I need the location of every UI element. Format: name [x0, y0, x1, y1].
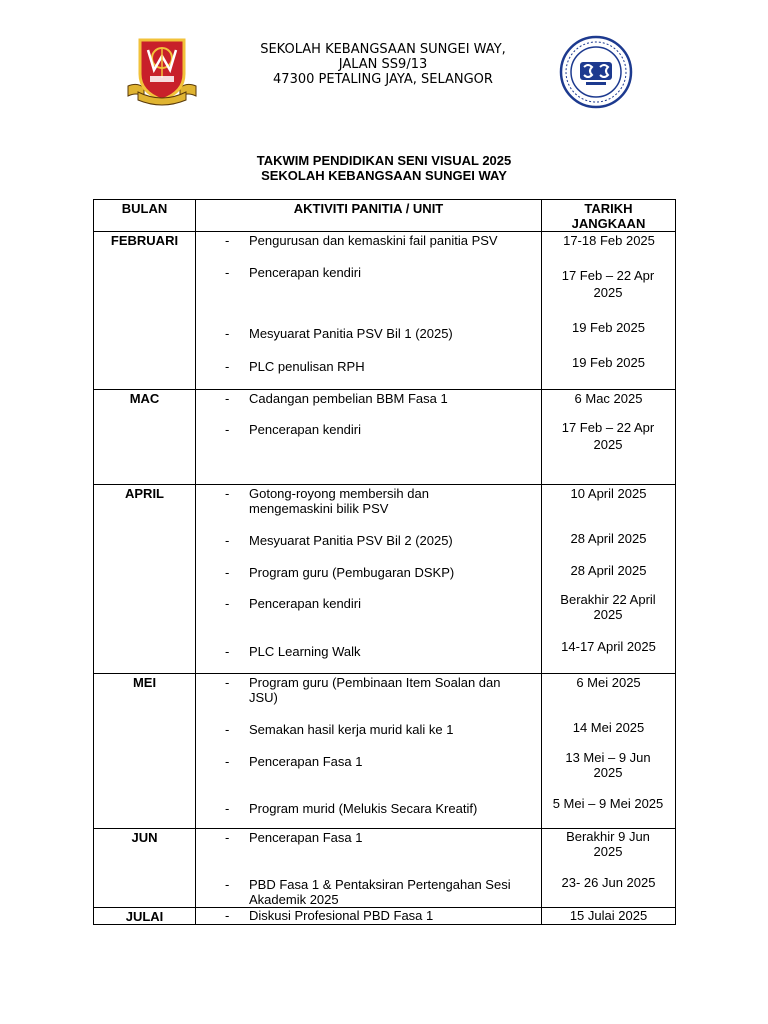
activity-text: PLC penulisan RPH — [249, 359, 365, 374]
activity-text: Diskusi Profesional PBD Fasa 1 — [249, 908, 434, 923]
column-header-date-line: TARIKH — [584, 201, 633, 216]
column-header-date-line: JANGKAAN — [571, 216, 646, 231]
school-crest-icon — [124, 34, 200, 106]
title-line: TAKWIM PENDIDIKAN SENI VISUAL 2025 — [256, 153, 512, 168]
month-cell: JUN — [94, 829, 196, 908]
activity-text: Program murid (Melukis Secara Kreatif) — [249, 801, 478, 816]
month-cell: APRIL — [94, 485, 196, 674]
bullet-dash: - — [225, 486, 230, 501]
table-row — [94, 390, 676, 485]
activities-cell — [196, 390, 542, 485]
activity-text: PBD Fasa 1 & Pentaksiran Pertengahan Sesi Akademik 2025 — [249, 877, 511, 907]
activity-text: Semakan hasil kerja murid kali ke 1 — [249, 722, 454, 737]
column-header-activity: AKTIVITI PANITIA / UNIT — [196, 200, 542, 232]
bullet-dash: - — [225, 675, 230, 690]
date-item: Berakhir 9 Jun 2025 — [566, 829, 650, 859]
bullet-dash: - — [225, 908, 230, 923]
bullet-dash: - — [225, 565, 230, 580]
bullet-dash: - — [225, 359, 230, 374]
date-item: 17 Feb – 22 Apr 2025 — [561, 420, 655, 452]
round-seal-icon — [558, 34, 634, 110]
document-title — [94, 153, 674, 183]
activity-text: Pencerapan kendiri — [249, 265, 362, 280]
month-cell: MEI — [94, 674, 196, 829]
bullet-dash: - — [225, 391, 230, 406]
activity-text: Mesyuarat Panitia PSV Bil 2 (2025) — [249, 533, 453, 548]
bullet-dash: - — [225, 596, 230, 611]
dates-cell — [542, 232, 676, 390]
month-cell: JULAI — [94, 908, 196, 925]
activity-text: Pencerapan Fasa 1 — [249, 754, 363, 769]
bullet-dash: - — [225, 830, 230, 845]
table-row — [94, 232, 676, 390]
dates-cell — [542, 390, 676, 485]
date-item: 19 Feb 2025 — [571, 355, 645, 370]
date-item: 28 April 2025 — [570, 563, 647, 578]
date-item: Berakhir 22 April 2025 — [560, 592, 656, 622]
address-line: JALAN SS9/13 — [338, 57, 428, 72]
month-cell: FEBRUARI — [94, 232, 196, 390]
school-address — [205, 42, 561, 87]
date-item: 17-18 Feb 2025 — [563, 233, 655, 248]
bullet-dash: - — [225, 877, 230, 892]
activities-cell — [196, 485, 542, 674]
bullet-dash: - — [225, 644, 230, 659]
bullet-dash: - — [225, 265, 230, 280]
activity-text: PLC Learning Walk — [249, 644, 361, 659]
activity-text: Cadangan pembelian BBM Fasa 1 — [249, 391, 448, 406]
activity-text: Pencerapan Fasa 1 — [249, 830, 363, 845]
activity-text: Pencerapan kendiri — [249, 422, 362, 437]
bullet-dash: - — [225, 801, 230, 816]
table-header-row — [94, 200, 676, 232]
column-header-month: BULAN — [94, 200, 196, 232]
date-item: 6 Mei 2025 — [576, 675, 641, 690]
bullet-dash: - — [225, 754, 230, 769]
title-line: SEKOLAH KEBANGSAAN SUNGEI WAY — [261, 168, 507, 183]
bullet-dash: - — [225, 722, 230, 737]
date-item: 5 Mei – 9 Mei 2025 — [552, 796, 664, 811]
table-row — [94, 674, 676, 829]
activities-cell — [196, 908, 542, 925]
school-crest-logo — [124, 34, 200, 106]
activities-cell — [196, 674, 542, 829]
table-row — [94, 829, 676, 908]
date-item: 10 April 2025 — [570, 486, 647, 501]
bullet-dash: - — [225, 533, 230, 548]
activity-text: Pencerapan kendiri — [249, 596, 362, 611]
address-line: SEKOLAH KEBANGSAAN SUNGEI WAY, — [260, 42, 506, 57]
date-item: 28 April 2025 — [570, 531, 647, 546]
activity-text: Pengurusan dan kemaskini fail panitia PSV — [249, 233, 498, 248]
bullet-dash: - — [225, 422, 230, 437]
date-item: 14 Mei 2025 — [572, 720, 645, 735]
dates-cell — [542, 485, 676, 674]
activities-cell — [196, 829, 542, 908]
school-seal-logo — [558, 34, 634, 110]
bullet-dash: - — [225, 233, 230, 248]
schedule-table — [93, 199, 676, 925]
bullet-dash: - — [225, 326, 230, 341]
column-header-date — [542, 200, 676, 232]
dates-cell — [542, 908, 676, 925]
date-item: 6 Mac 2025 — [574, 391, 643, 406]
activity-text: Program guru (Pembinaan Item Soalan dan JSU) — [249, 675, 501, 705]
date-item: 13 Mei – 9 Jun 2025 — [565, 750, 651, 780]
activity-text: Gotong-royong membersih dan mengemaskini bilik PSV — [249, 486, 429, 516]
month-cell: MAC — [94, 390, 196, 485]
date-item: 17 Feb – 22 Apr 2025 — [561, 268, 655, 300]
table-row — [94, 485, 676, 674]
date-item: 23- 26 Jun 2025 — [561, 875, 656, 890]
date-item: 19 Feb 2025 — [571, 320, 645, 335]
activities-cell — [196, 232, 542, 390]
date-item: 14-17 April 2025 — [561, 639, 656, 654]
date-item: 15 Julai 2025 — [569, 908, 648, 923]
dates-cell — [542, 829, 676, 908]
table-row — [94, 908, 676, 925]
activity-text: Program guru (Pembugaran DSKP) — [249, 565, 455, 580]
activity-text: Mesyuarat Panitia PSV Bil 1 (2025) — [249, 326, 453, 341]
address-line: 47300 PETALING JAYA, SELANGOR — [273, 72, 493, 87]
dates-cell — [542, 674, 676, 829]
